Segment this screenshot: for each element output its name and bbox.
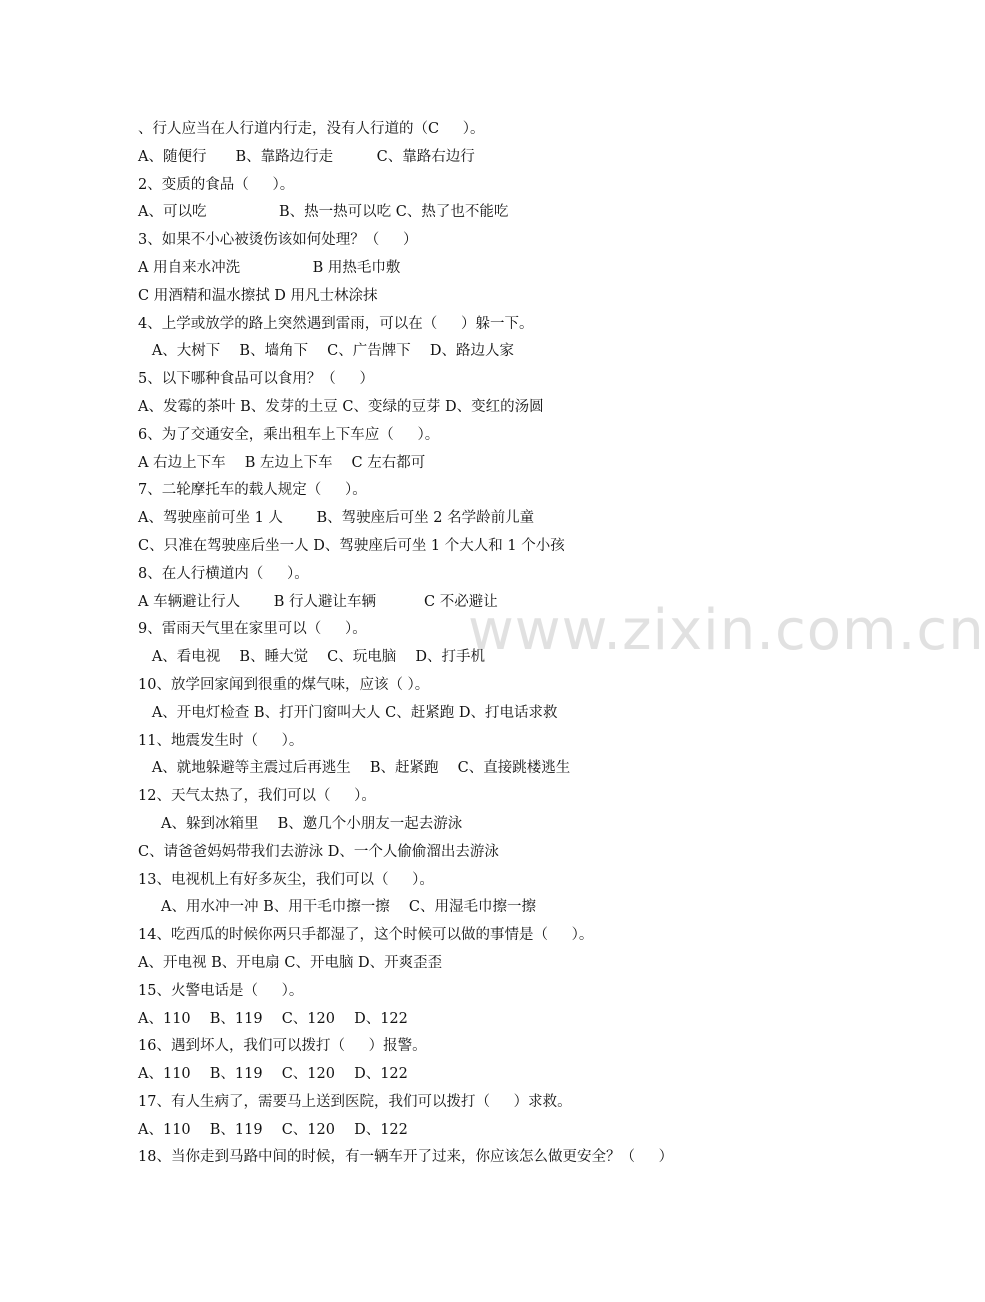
question-stem: 4、上学或放学的路上突然遇到雷雨，可以在（ ）躲一下。 xyxy=(138,315,534,332)
question-options: A、110 B、119 C、120 D、122 xyxy=(138,1066,408,1083)
question-item xyxy=(138,616,838,672)
question-options: C、请爸爸妈妈带我们去游泳 D、一个人偷偷溜出去游泳 xyxy=(138,843,499,860)
question-options: A、看电视 B、睡大觉 C、玩电脑 D、打手机 xyxy=(138,649,485,666)
question-options: A、驾驶座前可坐 1 人 B、驾驶座后可坐 2 名学龄前儿童 xyxy=(138,510,535,527)
question-options: A、躲到冰箱里 B、邀几个小朋友一起去游泳 xyxy=(138,815,463,832)
question-options: A、用水冲一冲 B、用干毛巾擦一擦 C、用湿毛巾擦一擦 xyxy=(138,899,536,916)
question-item xyxy=(138,366,838,422)
question-stem: 15、火警电话是（ ）。 xyxy=(138,982,304,999)
question-stem: 13、电视机上有好多灰尘，我们可以（ ）。 xyxy=(138,871,434,888)
question-stem: 8、在人行横道内（ ）。 xyxy=(138,565,309,582)
question-options: A、110 B、119 C、120 D、122 xyxy=(138,1010,408,1027)
question-stem: 7、二轮摩托车的载人规定（ ）。 xyxy=(138,482,367,499)
question-stem: 11、地震发生时（ ）。 xyxy=(138,732,304,749)
question-item xyxy=(138,1144,838,1172)
question-item xyxy=(138,728,838,784)
question-options: A、就地躲避等主震过后再逃生 B、赶紧跑 C、直接跳楼逃生 xyxy=(138,760,571,777)
question-stem: 2、变质的食品（ ）。 xyxy=(138,176,295,193)
question-item xyxy=(138,422,838,478)
question-options: A、开电灯检查 B、打开门窗叫大人 C、赶紧跑 D、打电话求救 xyxy=(138,704,558,721)
question-options: A、可以吃 B、热一热可以吃 C、热了也不能吃 xyxy=(138,204,509,221)
question-item xyxy=(138,783,838,866)
question-item xyxy=(138,116,838,172)
question-stem: 6、为了交通安全，乘出租车上下车应（ ）。 xyxy=(138,426,440,443)
question-stem: 17、有人生病了，需要马上送到医院，我们可以拨打（ ）求救。 xyxy=(138,1093,572,1110)
question-options: A、110 B、119 C、120 D、122 xyxy=(138,1121,408,1138)
question-item xyxy=(138,311,838,367)
question-options: A 右边上下车 B 左边上下车 C 左右都可 xyxy=(138,454,426,471)
question-stem: 16、遇到坏人，我们可以拨打（ ）报警。 xyxy=(138,1038,427,1055)
question-options: C 用酒精和温水擦拭 D 用凡士林涂抹 xyxy=(138,287,378,304)
question-options: A 用自来水冲洗 B 用热毛巾敷 xyxy=(138,259,401,276)
question-options: A、大树下 B、墙角下 C、广告牌下 D、路边人家 xyxy=(138,343,514,360)
question-stem: 9、雷雨天气里在家里可以（ ）。 xyxy=(138,621,367,638)
question-item xyxy=(138,172,838,228)
question-item xyxy=(138,561,838,617)
question-item xyxy=(138,1033,838,1089)
question-options: A 车辆避让行人 B 行人避让车辆 C 不必避让 xyxy=(138,593,498,610)
question-stem: 12、天气太热了，我们可以（ ）。 xyxy=(138,788,376,805)
question-options: A、发霉的茶叶 B、发芽的土豆 C、变绿的豆芽 D、变红的汤圆 xyxy=(138,398,544,415)
question-item xyxy=(138,978,838,1034)
question-options: A、随便行 B、靠路边行走 C、靠路右边行 xyxy=(138,148,475,165)
question-stem: 14、吃西瓜的时候你两只手都湿了，这个时候可以做的事情是（ ）。 xyxy=(138,927,594,944)
question-stem: 18、当你走到马路中间的时候，有一辆车开了过来，你应该怎么做更安全？（ ） xyxy=(138,1149,674,1166)
question-stem: 3、如果不小心被烫伤该如何处理？（ ） xyxy=(138,232,418,249)
question-list xyxy=(138,116,838,1172)
question-options: C、只准在驾驶座后坐一人 D、驾驶座后可坐 1 个大人和 1 个小孩 xyxy=(138,537,565,554)
watermark: www.zixin.com.cn xyxy=(468,598,985,663)
question-item xyxy=(138,867,838,923)
question-stem: 、行人应当在人行道内行走，没有人行道的（C ）。 xyxy=(138,121,485,137)
question-item xyxy=(138,477,838,560)
question-stem: 5、以下哪种食品可以食用？（ ） xyxy=(138,371,374,388)
question-item xyxy=(138,672,838,728)
question-item xyxy=(138,1089,838,1145)
question-item xyxy=(138,227,838,310)
question-options: A、开电视 B、开电扇 C、开电脑 D、开爽歪歪 xyxy=(138,954,443,971)
question-item xyxy=(138,922,838,978)
question-stem: 10、放学回家闻到很重的煤气味，应该（ ）。 xyxy=(138,676,430,693)
